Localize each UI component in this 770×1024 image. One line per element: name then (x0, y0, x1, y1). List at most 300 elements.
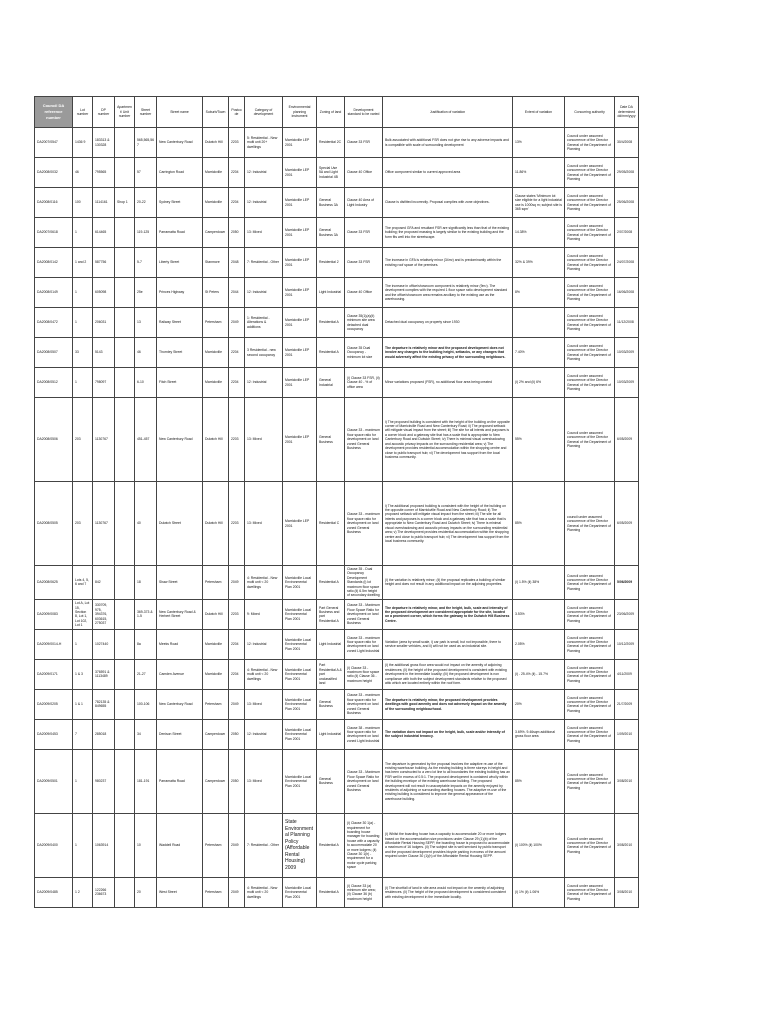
cell-auth: Council under assumed concurrence of the Director General of the Department of Planning (565, 248, 615, 278)
cell-pc: 2050 (229, 719, 245, 749)
cell-just: (i) the variation is relatively minor; (ii) the proposal replicates a building of similar height and does not result in any additional impact on the adjoining properties. (383, 566, 513, 600)
header-council-da: Council DA reference number (35, 97, 73, 128)
cell-cat: 7: Residential - Other (245, 248, 283, 278)
table-row (35, 218, 639, 248)
cell-suburb: Marrickville (203, 368, 229, 398)
cell-dp: 782135 & 849655 (93, 689, 115, 719)
cell-cat: 13: Mixed (245, 689, 283, 719)
cell-cat: 5: Residential - New multi unit 20+ dwellings (245, 128, 283, 158)
cell-no: 46 (135, 338, 157, 368)
cell-lot: 1 (73, 749, 93, 813)
cell-suburb: Petersham (203, 813, 229, 877)
cell-date: 11/12/2008 (615, 308, 639, 338)
cell-auth: Council under assumed concurrence of the Director General of the Department of Planning (565, 368, 615, 398)
cell-dp: 605098 (93, 278, 115, 308)
cell-apt (115, 566, 135, 600)
cell-no: 21-27 (135, 659, 157, 689)
cell-epi: Marrickville LEP 2001 (283, 128, 317, 158)
cell-std: (i) Clause 30 1(a) - requirement for boarding house manager for boarding house with a capacity to accommodate 20 or more lodgers; (ii) Clause 30 1(h) - requirement for a motor cycle parking space (345, 813, 383, 877)
cell-no: 6-10 (135, 368, 157, 398)
cell-apt (115, 629, 135, 659)
cell-cat: 4: Residential - New multi unit < 20 dwellings (245, 659, 283, 689)
cell-zone: Light Industrial (317, 629, 345, 659)
cell-da: DA2009/0400 (35, 813, 73, 877)
cell-zone: Residential C (317, 482, 345, 566)
cell-lot: 46 (73, 158, 93, 188)
cell-ext: 13% (513, 128, 565, 158)
cell-dp: 1114161 (93, 188, 115, 218)
cell-epi: Marrickville Local Environmental Plan 2001 (283, 629, 317, 659)
cell-ext: 20% (513, 689, 565, 719)
cell-street: Camden Avenue (157, 659, 203, 689)
variations-table (34, 96, 639, 908)
cell-dp: 1130767 (93, 482, 115, 566)
cell-std: Clause 35(1)(a)(ii) minimum site area detached dual occupancy (345, 308, 383, 338)
cell-street: New Canterbury Road (157, 128, 203, 158)
cell-date: 16/06/2008 (615, 278, 639, 308)
header-justification: Justification of variation (383, 97, 513, 128)
cell-epi: Marrickville LEP 2001 (283, 188, 317, 218)
cell-cat: 4: Residential - New multi unit < 20 dwellings (245, 877, 283, 907)
cell-auth: Council under assumed concurrence of the Director General of the Department of Planning (565, 659, 615, 689)
cell-zone: General Industrial (317, 368, 345, 398)
cell-street: Carrington Road (157, 158, 203, 188)
cell-street: Meeks Road (157, 629, 203, 659)
cell-pc: 2204 (229, 659, 245, 689)
cell-cat: 7: Residential - Other (245, 813, 283, 877)
cell-just: Detached dual occupancy on property since 1930 (383, 308, 513, 338)
cell-no: 40 (135, 482, 157, 566)
cell-ext: (i) 2% and (ii) 6% (513, 368, 565, 398)
cell-street: Railway Street (157, 308, 203, 338)
cell-dp: 842 (93, 566, 115, 600)
cell-auth: Council under assumed concurrence of the Director General of the Department of Planning (565, 218, 615, 248)
cell-da: DA2009/0171 (35, 659, 73, 689)
cell-zone: Part General Business and part Residential A (317, 599, 345, 629)
cell-dp: 5143 (93, 338, 115, 368)
cell-dp: 376591 & 1113489 (93, 659, 115, 689)
cell-zone: Residential A (317, 813, 345, 877)
cell-lot: 203 (73, 398, 93, 482)
cell-auth: Council under assumed concurrence of the Director General of the Department of Planning (565, 749, 615, 813)
cell-std: Clause 40 Area of Light Industry (345, 188, 383, 218)
cell-street: Princes Highway (157, 278, 203, 308)
cell-date: 6/05/2009 (615, 482, 639, 566)
cell-street: New Canterbury Road (157, 689, 203, 719)
cell-std: Clause 33 - maximum floor space ratio for development on land zoned Light Industrial (345, 629, 383, 659)
table-row (35, 188, 639, 218)
cell-cat: 9: Mixed (245, 599, 283, 629)
cell-pc: 2050 (229, 218, 245, 248)
cell-apt (115, 719, 135, 749)
cell-cat: 13: Mixed (245, 482, 283, 566)
cell-date: 4/11/2009 (615, 659, 639, 689)
cell-lot: 33 (73, 338, 93, 368)
cell-std: (i) Clause 33 - maximum floor space ratio (ii) Clause 36 - maximum height (345, 659, 383, 689)
cell-pc: 2044 (229, 278, 245, 308)
cell-apt (115, 308, 135, 338)
cell-epi: Marrickville LEP 2001 (283, 278, 317, 308)
cell-street: Liberty Street (157, 248, 203, 278)
cell-cat: 12: Industrial (245, 278, 283, 308)
cell-street: Denison Street (157, 719, 203, 749)
cell-ext: (i) 1.5% (ii) 38% (513, 566, 565, 600)
cell-suburb: Camperdown (203, 218, 229, 248)
cell-lot: 1 (73, 278, 93, 308)
table-row (35, 308, 639, 338)
cell-lot: 1 & 3 (73, 659, 93, 689)
cell-suburb: Dulwich Hill (203, 482, 229, 566)
cell-just: i) The proposed building is consistent with the height of the building on the opposite corner of Marrickville Road and New Canterbury Road; ii) The proposed setback will mitigate visual impact from the street; iii) The site for all intents and purposes is a corner block and a gateway site that has a scale that is appropriate to New Canterbury Road and Dulwich Street; iv) There is minimal visual overshadowing and acoustic privacy impacts on the surrounding residential area; v) The development provides residential accommodation within the shopping centre and close to public transport hub; vi) The development has support from the local business community. (383, 398, 513, 482)
cell-epi: Marrickville Local Environmental Plan 2001 (283, 659, 317, 689)
cell-just: Office component similar to current approved area (383, 158, 513, 188)
cell-auth: Council under assumed concurrence of the Director General of the Department of Planning (565, 689, 615, 719)
cell-da: DA2009/0014-H (35, 629, 73, 659)
cell-epi: Marrickville Local Environmental Plan 2001 (283, 877, 317, 907)
cell-cat: 13: Mixed (245, 218, 283, 248)
cell-epi: Marrickville LEP 2001 (283, 308, 317, 338)
cell-street: West Street (157, 877, 203, 907)
cell-lot: Lot A, Lot 15, Section 8, Lot 1, Lot 102, Lot 1 (73, 599, 93, 629)
cell-pc: 2203 (229, 482, 245, 566)
cell-apt (115, 248, 135, 278)
cell-suburb: Petersham (203, 877, 229, 907)
cell-date: 25/06/2008 (615, 188, 639, 218)
cell-suburb: Dulwich Hill (203, 128, 229, 158)
cell-lot: 1436 9 (73, 128, 93, 158)
cell-no: 451-457 (135, 398, 157, 482)
table-row (35, 659, 639, 689)
cell-date: 10/03/2009 (615, 338, 639, 368)
cell-no: 20 (135, 877, 157, 907)
cell-zone: Part Residential A & part unclassified land (317, 659, 345, 689)
cell-lot: 203 (73, 482, 93, 566)
cell-no: 119-125 (135, 218, 157, 248)
cell-no: 20-22 (135, 188, 157, 218)
cell-std: Clause 35 - Dual Occupancy Development Standards (i) lot maximum floor space ratio (ii) 6.5m height of secondary dwelling (345, 566, 383, 600)
cell-std: Clause 33 FSR (345, 248, 383, 278)
cell-date: 10/03/2009 (615, 368, 639, 398)
cell-just: Bulk associated with additional FSR does not give rise to any adverse impacts and is compatible with scale of surrounding development (383, 128, 513, 158)
cell-no: 5-7 (135, 248, 157, 278)
header-street-name: Street name (157, 97, 203, 128)
cell-no: 8a (135, 629, 157, 659)
cell-street: Parramatta Road (157, 749, 203, 813)
table-row (35, 158, 639, 188)
cell-zone: Residential 2 (317, 248, 345, 278)
cell-auth: Council under assumed concurrence of the Director General of the Department of Planning (565, 398, 615, 482)
cell-ext: (i) 1% (ii) 1.06% (513, 877, 565, 907)
cell-date: 21/7/2009 (615, 689, 639, 719)
cell-lot: 1 (73, 629, 93, 659)
variations-register-sheet (34, 96, 638, 908)
cell-zone: Special Use 5A and Light Industrial 4B (317, 158, 345, 188)
cell-auth: Council under assumed concurrence of the Director General of the Department of Planning (565, 158, 615, 188)
cell-date: 3/08/2010 (615, 749, 639, 813)
cell-lot: 1 & 1 (73, 689, 93, 719)
cell-dp: 980237 (93, 749, 115, 813)
cell-ext: (i) 100% (ii) 100% (513, 813, 565, 877)
cell-pc: 2048 (229, 248, 245, 278)
cell-apt (115, 158, 135, 188)
cell-dp: 285018 (93, 719, 115, 749)
cell-epi: Marrickville Local Environmental Plan 2001 (283, 719, 317, 749)
cell-epi: Marrickville Local Environmental Plan 2001 (283, 566, 317, 600)
header-suburb: Suburb/Town (203, 97, 229, 128)
cell-no: 25e (135, 278, 157, 308)
header-standard: Development standard to be varied (345, 97, 383, 128)
cell-da: DA2008/0116 (35, 188, 73, 218)
cell-da: DA2008/0505 (35, 482, 73, 566)
cell-dp: 206031 (93, 308, 115, 338)
table-row (35, 813, 639, 877)
cell-std: Clause 35 Dual Occupancy - minimum lot size (345, 338, 383, 368)
cell-apt (115, 813, 135, 877)
cell-just: (i) the additional gross floor area would not impact on the amenity of adjoining residences; (ii) the height of the proposed development is consistent with existing development in the immediate locality; (iii) the proposed development is non compliance with both the subject development standards relative to the proposed attic which are located entirely within the roof form. (383, 659, 513, 689)
cell-pc: 2049 (229, 566, 245, 600)
cell-std: Clause 40 Office (345, 158, 383, 188)
header-zoning: Zoning of land (317, 97, 345, 128)
cell-da: DA2007/0618 (35, 218, 73, 248)
cell-auth: council under assumed concurrence of the Director General of the Department of Planning (565, 482, 615, 566)
cell-zone: General Business 3A (317, 188, 345, 218)
cell-pc: 2049 (229, 308, 245, 338)
table-row (35, 599, 639, 629)
cell-pc: 2204 (229, 368, 245, 398)
table-row (35, 278, 639, 308)
cell-apt (115, 482, 135, 566)
cell-epi: Marrickville LEP 2001 (283, 368, 317, 398)
header-planning: Environmental planning instrument (283, 97, 317, 128)
cell-zone: General Business 3A (317, 218, 345, 248)
cell-auth: Council under assumed concurrence of the Director General of the Department of Planning (565, 278, 615, 308)
cell-epi: Marrickville LEP 2001 (283, 338, 317, 368)
cell-just: The increase in office/showroom component is relatively minor (9m²). The development complies with the required 1 floor space ratio development standard and the office/showroom area remains ancillary to the existing use as the warehousing. (383, 278, 513, 308)
cell-cat: 3 Residential - new second occupancy (245, 338, 283, 368)
cell-std: Clause 33 - Maximum Floor Space Ratio for development on land zoned General Business (345, 599, 383, 629)
cell-apt (115, 877, 135, 907)
cell-lot: Lots 4, 5, 6 and 7 (73, 566, 93, 600)
cell-da: DA2008/0506 (35, 398, 73, 482)
cell-dp: 122266 236673 (93, 877, 115, 907)
cell-dp: 1027440 (93, 629, 115, 659)
cell-just: (i) The shortfall of land in site area would not impact on the amenity of adjoining residences. (ii) The height of the proposed development is considered consistent with existing development in the immediate locality. (383, 877, 513, 907)
cell-std: Clause 33 - Maximum Floor Space Ratio for development on land zoned General Business (345, 749, 383, 813)
cell-just: The departure is relatively minor, and the height, bulk, scale and intensity of the proposed development are considered appropriate for the site, located on a prominent corner, which forms the gateway to the Dulwich Hill Business Centre. (383, 599, 513, 629)
cell-auth: Council under assumed concurrence of the Director General of the Department of Planning (565, 629, 615, 659)
cell-ext: 14.38% (513, 218, 565, 248)
cell-ext: 85% (513, 482, 565, 566)
cell-da: DA2008/0149 (35, 278, 73, 308)
cell-ext: Clause states 'Minimum lot size eligible for a light industrial use is 1000sq m; subject site is 365 sqm' (513, 188, 565, 218)
cell-suburb: Camperdown (203, 749, 229, 813)
cell-no: 13 (135, 308, 157, 338)
cell-just: The proposed GFA and resultant FSR are significantly less than that of the existing building; the proposed massing is largely similar to the existing building and the form fits well into the streetscape. (383, 218, 513, 248)
cell-ext: 3.69%. 9.46sqm additional gross floor area (513, 719, 565, 749)
cell-pc: 2204 (229, 629, 245, 659)
cell-epi: Marrickville LEP 2001 (283, 398, 317, 482)
cell-cat: 1: Residential - Alterations & additions (245, 308, 283, 338)
cell-apt (115, 338, 135, 368)
cell-apt (115, 218, 135, 248)
cell-cat: 4: Residential - New multi unit < 20 dwellings (245, 566, 283, 600)
cell-ext: (i) - 25.4% (ii) - 15.7% (513, 659, 565, 689)
cell-auth: Council under assumed concurrence of the Director General of the Department of Planning (565, 599, 615, 629)
cell-apt (115, 398, 135, 482)
cell-lot: 1 2 (73, 877, 93, 907)
cell-da: DA2008/0507 (35, 338, 73, 368)
cell-pc: 2204 (229, 188, 245, 218)
cell-suburb: Petersham (203, 689, 229, 719)
cell-dp: 795565 (93, 158, 115, 188)
cell-ext: 3.53% (513, 599, 565, 629)
cell-cat: 12: Industrial (245, 629, 283, 659)
cell-just: The departure is generated by the proposal involves the adaptive re-use of the existing warehouse building. As the existing building is three storeys in height and has been constructed to a zero lot line to all boundaries the existing building has an FSR well in excess of 0.5:1. The proposed development is contained wholly within the building envelope of the existing warehouse building. The proposed development will not result in unacceptable impacts on the amenity enjoyed by residents of adjoining or surrounding dwelling houses. The adaptive re-use of the existing building is considered to improve the general appearance of the warehouse building. (383, 749, 513, 813)
header-authority: Concurring authority (565, 97, 615, 128)
cell-cat: 13: Mixed (245, 398, 283, 482)
cell-zone: Residential A (317, 338, 345, 368)
cell-da: DA2009/0083 (35, 599, 73, 629)
header-row (35, 97, 639, 128)
cell-pc: 2049 (229, 689, 245, 719)
header-dp: DP number (93, 97, 115, 128)
cell-ext: 8% (513, 278, 565, 308)
cell-zone: General Business (317, 749, 345, 813)
cell-pc: 2203 (229, 128, 245, 158)
cell-date: 2/07/2008 (615, 218, 639, 248)
cell-std: Clause 33 - maximum floor space ratio for development on land zoned General Business (345, 398, 383, 482)
cell-no: 100-106 (135, 689, 157, 719)
cell-auth: Council under assumed concurrence of the Director General of the Department of Planning (565, 338, 615, 368)
cell-suburb: Marrickville (203, 629, 229, 659)
header-apartment: Apartment/ Unit number (115, 97, 135, 128)
cell-epi: Marrickville LEP 2001 (283, 218, 317, 248)
cell-ext: 2.05% (513, 629, 565, 659)
table-row (35, 749, 639, 813)
cell-suburb: Camperdown (203, 719, 229, 749)
cell-std: Clause 40 Office (345, 278, 383, 308)
cell-lot: 1 (73, 368, 93, 398)
cell-ext: 55% (513, 398, 565, 482)
cell-da: DA2009/0501 (35, 749, 73, 813)
cell-epi: Marrickville Local Environmental Plan 2001 (283, 689, 317, 719)
cell-std: (i) Clause 33 (a) minimum site area; (ii) Clause 36 (b) maximum height (345, 877, 383, 907)
cell-pc: 2049 (229, 813, 245, 877)
table-row (35, 719, 639, 749)
cell-zone: Light Industrial (317, 278, 345, 308)
cell-std: Clause 33 FSR (345, 218, 383, 248)
cell-no: 10 (135, 813, 157, 877)
cell-street: Dulwich Street (157, 482, 203, 566)
cell-just: The variation does not impact on the height, bulk, scale and/or intensity of the subject industrial tenancy. (383, 719, 513, 749)
cell-zone: Residential A (317, 877, 345, 907)
table-row (35, 482, 639, 566)
cell-ext: 11.86% (513, 158, 565, 188)
cell-no: 57 (135, 158, 157, 188)
cell-std: Clause 33 - maximum floor space ratio for development on land zoned General Business (345, 689, 383, 719)
cell-lot: 1 (73, 813, 93, 877)
table-row (35, 566, 639, 600)
cell-da: DA2008/0512 (35, 368, 73, 398)
cell-apt (115, 368, 135, 398)
cell-date: 29/05/2008 (615, 158, 639, 188)
cell-ext: 85% (513, 749, 565, 813)
cell-suburb: Marrickville (203, 158, 229, 188)
header-street-number: Street number (135, 97, 157, 128)
cell-suburb: Marrickville (203, 188, 229, 218)
cell-auth: Council under assumed concurrence of the Director General of the Department of Planning (565, 813, 615, 877)
cell-just: (i) Whilst the boarding house has a capacity to accommodate 20 or more lodgers based on the accommodation size provisions under Clause 29 (1)(b) of the Affordable Rental Housing SEPP, the boarding house is proposed to accommodate a maximum of 16 lodgers. (ii) The subject site is well serviced by public transport and the proposed development provides bicycle parking in excess of the amount required under Clause 30 (1)(h) of the Affordable Rental Housing SEPP. (383, 813, 513, 877)
cell-suburb: Petersham (203, 566, 229, 600)
cell-suburb: Marrickville (203, 338, 229, 368)
cell-suburb: Petersham (203, 308, 229, 338)
cell-ext: 7.40% (513, 338, 565, 368)
cell-suburb: Marrickville (203, 659, 229, 689)
cell-date: 30/4/2008 (615, 128, 639, 158)
cell-pc: 2204 (229, 158, 245, 188)
cell-da: DA2009/0485 (35, 877, 73, 907)
table-row (35, 689, 639, 719)
cell-street: New Canterbury Road & Herbert Street (157, 599, 203, 629)
cell-apt (115, 278, 135, 308)
table-row (35, 368, 639, 398)
cell-epi: Marrickville LEP 2001 (283, 482, 317, 566)
cell-zone: Residential 2C (317, 128, 345, 158)
table-row (35, 338, 639, 368)
cell-lot: 1 (73, 218, 93, 248)
cell-just: Clause is disfitted incorrectly. Proposal complies with zone objectives. (383, 188, 513, 218)
cell-apt (115, 749, 135, 813)
cell-just: Variation (area by small scale, i) car park is small, but not impossible, there to service smaller vehicles, and ii) will not be used as an industrial site. (383, 629, 513, 659)
cell-epi: Marrickville Local Environmental Plan 2001 (283, 599, 317, 629)
cell-just: The increase in GFA is relatively minor (34m²) and is predominantly within the existing roof space of the premises. (383, 248, 513, 278)
cell-cat: 12: Industrial (245, 368, 283, 398)
cell-apt (115, 689, 135, 719)
cell-zone: General Business (317, 689, 345, 719)
table-row (35, 398, 639, 482)
header-extent: Extent of variation (513, 97, 565, 128)
cell-lot: 7 (73, 719, 93, 749)
cell-street: Waddell Road (157, 813, 203, 877)
cell-just: The departure is relatively minor, the proposed development provides dwellings with good amenity and does not adversely impact on the amenity of the surrounding neighbourhood. (383, 689, 513, 719)
cell-just: i) The additional proposed building is consistent with the height of the building on the opposite corner of Marrickville Road and New Canterbury Road; ii) The proposed setback will mitigate visual impact from the street; iii) The site for all intents and purposes is a corner block and a gateway site that has a scale that is appropriate to New Canterbury Road and Dulwich Street; iv) There is minimal visual overshadowing and acoustic privacy impacts on the surrounding residential area; v) The development provides residential accommodation within the shopping centre and close to public transport hub; vi) The development has support from the local business community. (383, 482, 513, 566)
cell-cat: 13: Mixed (245, 749, 283, 813)
cell-dp: 183313 & 130328 (93, 128, 115, 158)
cell-std: Clause 33 FSR (345, 128, 383, 158)
cell-lot: 1 and 2 (73, 248, 93, 278)
cell-zone: Light Industrial (317, 719, 345, 749)
header-category: Category of development (245, 97, 283, 128)
cell-pc: 2203 (229, 398, 245, 482)
cell-apt: Shop 1 (115, 188, 135, 218)
cell-auth: Council under assumed concurrence of the Director General of the Department of Planning (565, 719, 615, 749)
cell-epi: State Environmental Planning Policy (Affordable Rental Housing) 2009 (283, 813, 317, 877)
cell-pc: 2203 (229, 599, 245, 629)
cell-da: DA2009/0453 (35, 719, 73, 749)
cell-street: Thornley Street (157, 338, 203, 368)
cell-date: 6/05/2009 (615, 398, 639, 482)
cell-cat: 12: Industrial (245, 719, 283, 749)
cell-pc: 2049 (229, 877, 245, 907)
cell-auth: Council under assumed concurrence of the Director General of the Department of Planning (565, 128, 615, 158)
cell-cat: 12: Industrial (245, 158, 283, 188)
cell-pc: 2050 (229, 749, 245, 813)
cell-lot: 100 (73, 188, 93, 218)
cell-street: Sydney Street (157, 188, 203, 218)
cell-std: Clause 33 - maximum floor space ratio for development on land zoned General Business (345, 482, 383, 566)
cell-dp: 330709, 975, 394376, 603615, 275037 (93, 599, 115, 629)
header-postcode: Postcode (229, 97, 245, 128)
